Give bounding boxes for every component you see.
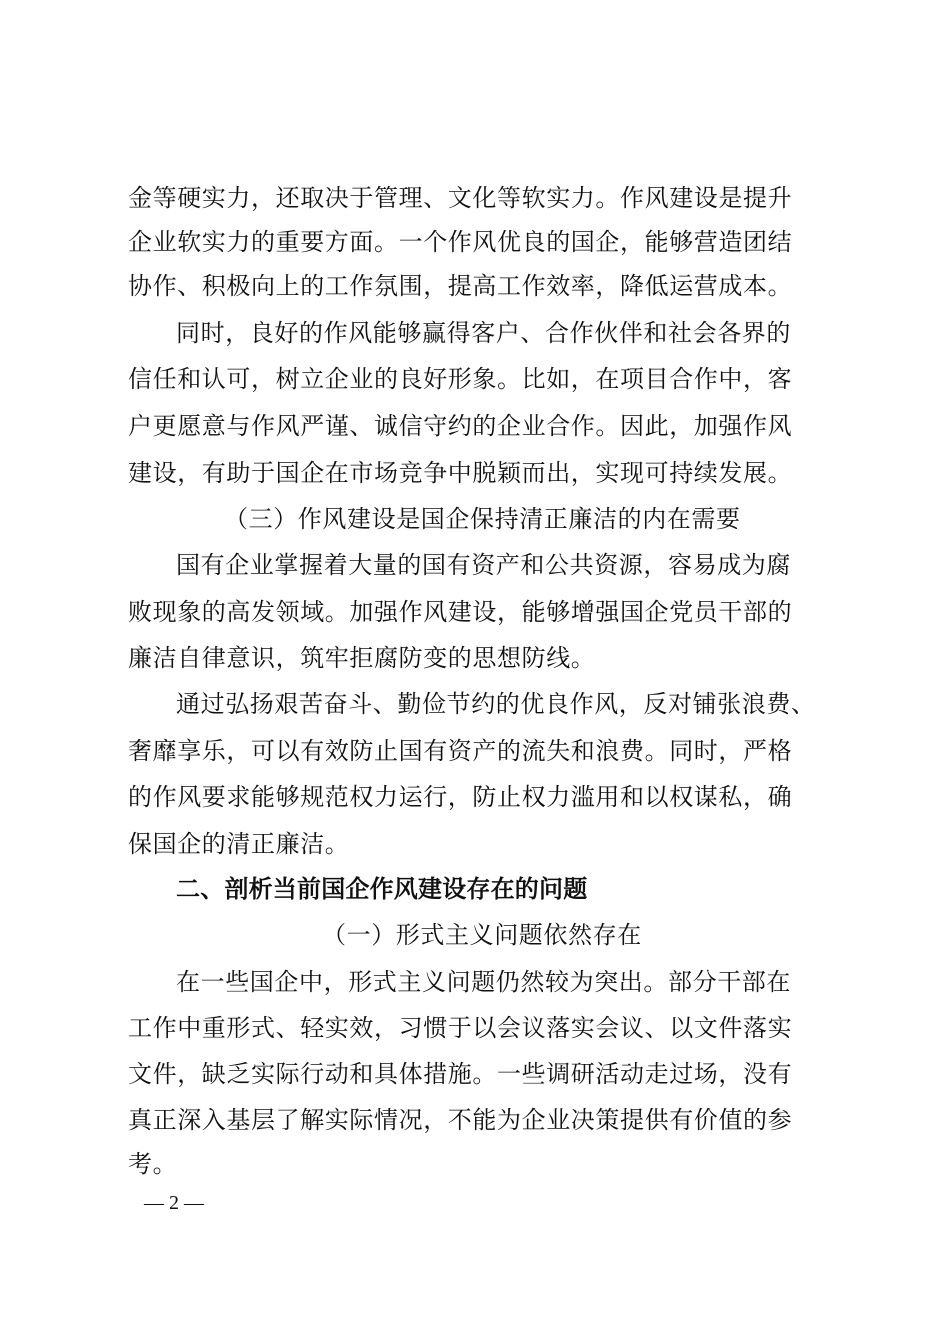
page-number: — 2 — [144, 1192, 204, 1214]
paragraph-line: 信任和认可，树立企业的良好形象。比如，在项目合作中，客 [128, 365, 793, 393]
paragraph-line: 文件，缺乏实际行动和具体措施。一些调研活动走过场，没有 [128, 1060, 793, 1088]
paragraph-line: 在一些国企中，形式主义问题仍然较为突出。部分干部在 [176, 968, 791, 996]
paragraph-line: 户更愿意与作风严谨、诚信守约的企业合作。因此，加强作风 [128, 412, 793, 440]
section-heading: 二、剖析当前国企作风建设存在的问题 [176, 875, 588, 903]
paragraph-line: 企业软实力的重要方面。一个作风优良的国企，能够营造团结 [128, 228, 793, 256]
paragraph-line: 同时，良好的作风能够赢得客户、合作伙伴和社会各界的 [176, 319, 791, 347]
paragraph-line: 国有企业掌握着大量的国有资产和公共资源，容易成为腐 [176, 551, 791, 579]
paragraph-line: 败现象的高发领域。加强作风建设，能够增强国企党员干部的 [128, 598, 793, 626]
paragraph-line: 工作中重形式、轻实效，习惯于以会议落实会议、以文件落实 [128, 1014, 793, 1042]
paragraph-line: 金等硬实力，还取决于管理、文化等软实力。作风建设是提升 [128, 184, 793, 212]
paragraph-line: 的作风要求能够规范权力运行，防止权力滥用和以权谋私，确 [128, 783, 793, 811]
paragraph-line: 协作、积极向上的工作氛围，提高工作效率，降低运营成本。 [128, 272, 793, 300]
paragraph-line: 考。 [128, 1150, 178, 1178]
paragraph-line: 建设，有助于国企在市场竞争中脱颖而出，实现可持续发展。 [128, 459, 793, 487]
section-subheading: （一）形式主义问题依然存在 [322, 921, 642, 949]
paragraph-line: 廉洁自律意识，筑牢拒腐防变的思想防线。 [128, 644, 596, 672]
paragraph-line: 真正深入基层了解实际情况，不能为企业决策提供有价值的参 [128, 1106, 793, 1134]
paragraph-line: 通过弘扬艰苦奋斗、勤俭节约的优良作风，反对铺张浪费、 [176, 690, 816, 718]
paragraph-line: 保国企的清正廉洁。 [128, 830, 350, 858]
section-subheading: （三）作风建设是国企保持清正廉洁的内在需要 [224, 505, 741, 533]
paragraph-line: 奢靡享乐，可以有效防止国有资产的流失和浪费。同时，严格 [128, 737, 793, 765]
